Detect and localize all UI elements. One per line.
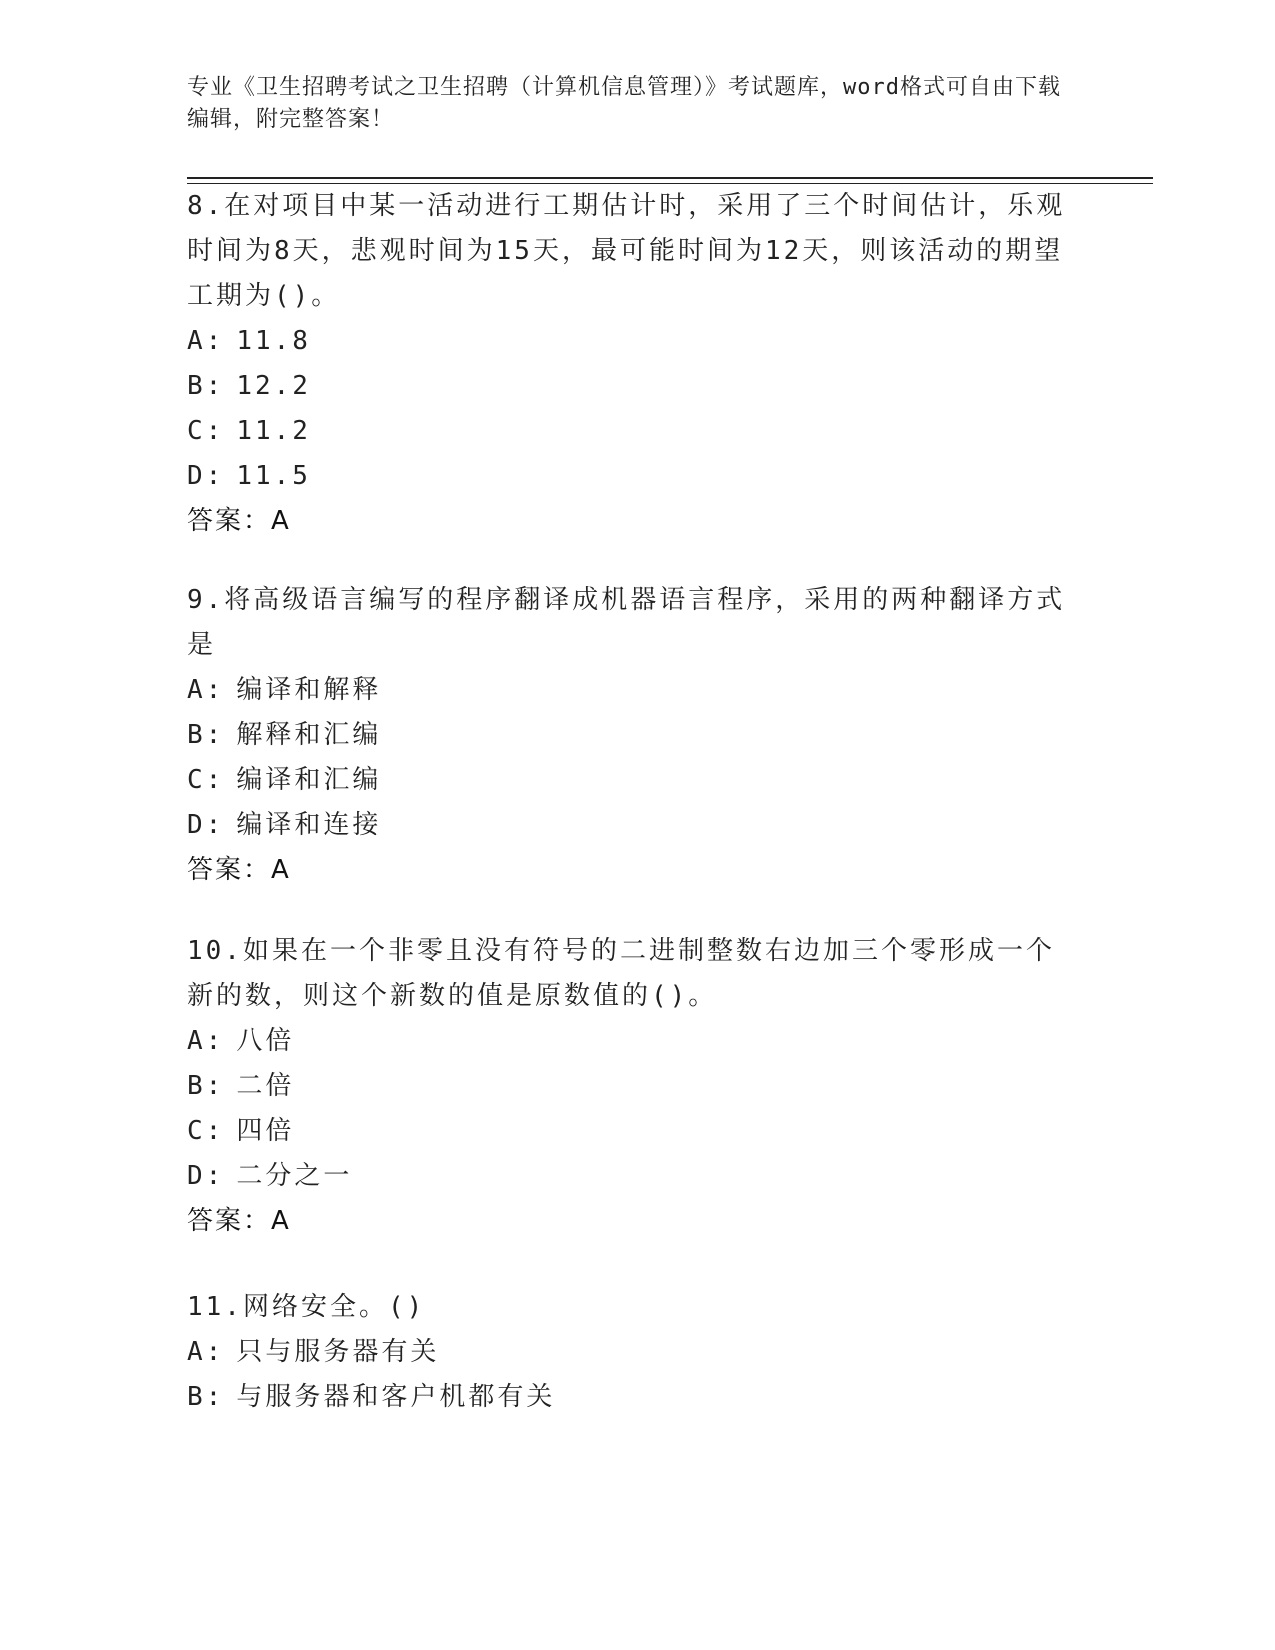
option-text: 与服务器和客户机都有关 — [236, 1382, 556, 1412]
option-key: C: — [187, 1116, 225, 1146]
option-text: 编译和解释 — [236, 675, 382, 705]
header-divider-thick — [187, 177, 1153, 179]
option-key: D: — [187, 810, 225, 840]
option-b — [187, 713, 1067, 758]
option-a — [187, 668, 1067, 713]
question-8 — [187, 184, 1067, 544]
question-9 — [187, 578, 1067, 893]
question-stem: 11.网络安全。() — [187, 1292, 426, 1322]
option-b — [187, 1064, 1067, 1109]
option-text: 11.8 — [236, 326, 311, 356]
option-key: A: — [187, 675, 225, 705]
option-a — [187, 1330, 1067, 1375]
option-d — [187, 803, 1067, 848]
option-c — [187, 409, 1067, 454]
option-key: B: — [187, 720, 225, 750]
option-d — [187, 454, 1067, 499]
option-d — [187, 1154, 1067, 1199]
question-stem: 9.将高级语言编写的程序翻译成机器语言程序，采用的两种翻译方式是 — [187, 585, 1066, 660]
option-key: D: — [187, 1161, 225, 1191]
option-text: 编译和汇编 — [236, 765, 382, 795]
option-key: B: — [187, 1071, 225, 1101]
option-key: A: — [187, 326, 225, 356]
option-key: C: — [187, 765, 225, 795]
option-text: 二倍 — [236, 1071, 295, 1101]
answer-line: 答案：A — [187, 855, 291, 885]
option-c — [187, 1109, 1067, 1154]
option-text: 11.2 — [236, 416, 311, 446]
option-text: 二分之一 — [236, 1161, 353, 1191]
option-text: 12.2 — [236, 371, 311, 401]
question-11 — [187, 1285, 1067, 1420]
question-stem: 10.如果在一个非零且没有符号的二进制整数右边加三个零形成一个新的数，则这个新数的值是原数值的()。 — [187, 936, 1055, 1011]
option-a — [187, 319, 1067, 364]
option-text: 八倍 — [236, 1026, 295, 1056]
document-header: 专业《卫生招聘考试之卫生招聘（计算机信息管理）》考试题库，word格式可自由下载编辑，附完整答案！ — [187, 75, 1061, 132]
option-c — [187, 758, 1067, 803]
option-text: 解释和汇编 — [236, 720, 382, 750]
option-text: 四倍 — [236, 1116, 295, 1146]
answer-line: 答案：A — [187, 1206, 291, 1236]
option-key: B: — [187, 1382, 225, 1412]
question-stem: 8.在对项目中某一活动进行工期估计时，采用了三个时间估计，乐观时间为8天，悲观时间为15天，最可能时间为12天，则该活动的期望工期为()。 — [187, 191, 1066, 311]
answer-line: 答案：A — [187, 506, 291, 536]
option-text: 编译和连接 — [236, 810, 382, 840]
option-text: 只与服务器有关 — [236, 1337, 440, 1367]
question-10 — [187, 929, 1067, 1244]
option-key: C: — [187, 416, 225, 446]
option-key: A: — [187, 1026, 225, 1056]
option-key: D: — [187, 461, 225, 491]
option-key: A: — [187, 1337, 225, 1367]
option-key: B: — [187, 371, 225, 401]
option-b — [187, 1375, 1067, 1420]
option-text: 11.5 — [236, 461, 311, 491]
option-b — [187, 364, 1067, 409]
option-a — [187, 1019, 1067, 1064]
